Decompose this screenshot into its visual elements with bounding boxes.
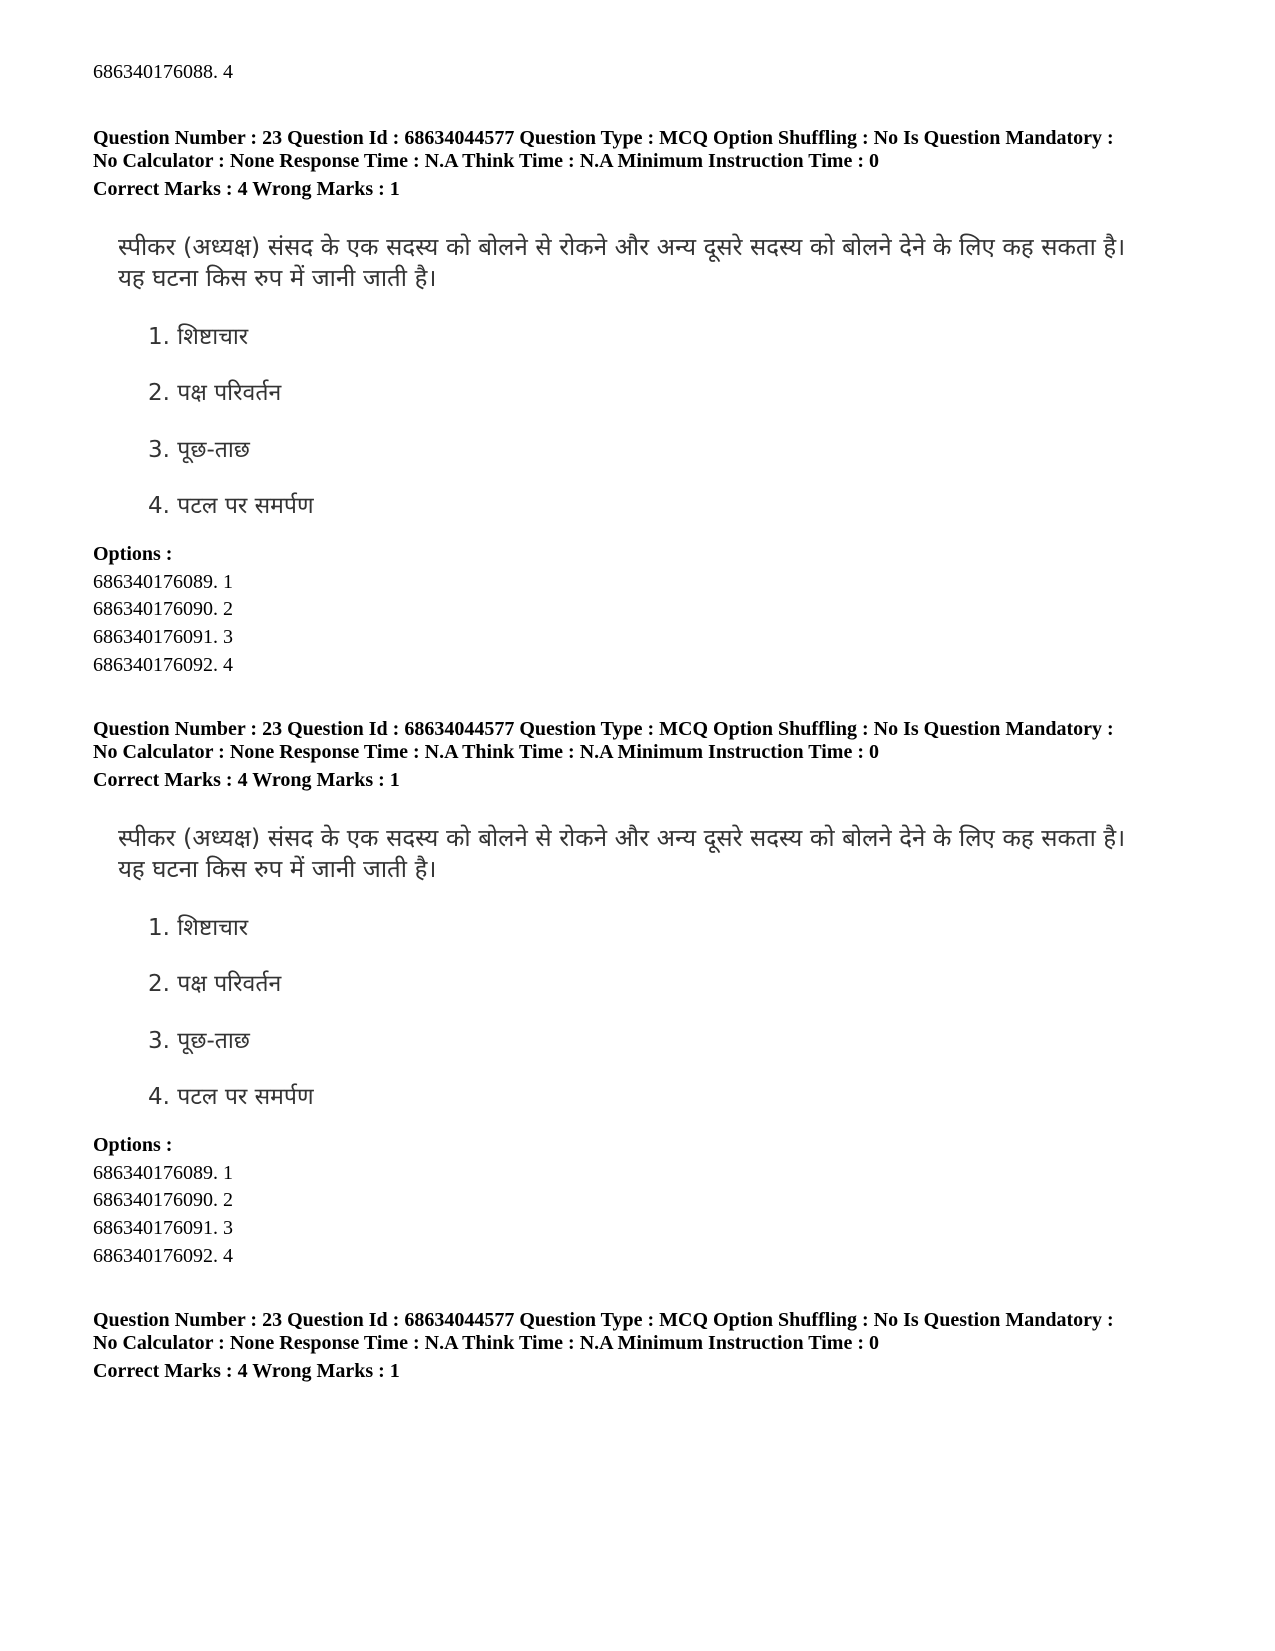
option-line: 686340176089. 1 — [93, 1162, 233, 1184]
option-line: 686340176090. 2 — [93, 1189, 233, 1211]
choice-3: 3. पूछ-ताछ — [148, 1028, 250, 1054]
question-header-line-2: No Calculator : None Response Time : N.A Think Time : N.A Minimum Instruction Time : 0 — [93, 741, 879, 763]
choice-4: 4. पटल पर समर्पण — [148, 493, 314, 519]
option-line: 686340176088. 4 — [93, 61, 233, 83]
question-header-line-2: No Calculator : None Response Time : N.A Think Time : N.A Minimum Instruction Time : 0 — [93, 1332, 879, 1354]
choice-4: 4. पटल पर समर्पण — [148, 1084, 314, 1110]
question-text-line-1: स्पीकर (अध्यक्ष) संसद के एक सदस्य को बोलने से रोकने और अन्य दूसरे सदस्य को बोलने देने के लिए कह सकता है। — [118, 824, 1126, 852]
question-image — [118, 232, 1126, 519]
option-line: 686340176091. 3 — [93, 626, 233, 648]
question-text-line-2: यह घटना किस रुप में जानी जाती है। — [118, 855, 437, 883]
question-header-line-1: Question Number : 23 Question Id : 68634044577 Question Type : MCQ Option Shuffling : No Is Question Mandatory : — [93, 127, 1114, 149]
option-line: 686340176090. 2 — [93, 598, 233, 620]
marks-line: Correct Marks : 4 Wrong Marks : 1 — [93, 1360, 400, 1382]
question-text-line-2: यह घटना किस रुप में जानी जाती है। — [118, 264, 437, 292]
question-header-line-2: No Calculator : None Response Time : N.A Think Time : N.A Minimum Instruction Time : 0 — [93, 150, 879, 172]
question-text-line-1: स्पीकर (अध्यक्ष) संसद के एक सदस्य को बोलने से रोकने और अन्य दूसरे सदस्य को बोलने देने के लिए कह सकता है। — [118, 233, 1126, 261]
choice-3: 3. पूछ-ताछ — [148, 437, 250, 463]
options-label: Options : — [93, 543, 173, 565]
question-image — [118, 823, 1126, 1110]
choice-1: 1. शिष्टाचार — [148, 324, 249, 350]
option-line: 686340176089. 1 — [93, 571, 233, 593]
options-label: Options : — [93, 1134, 173, 1156]
option-line: 686340176092. 4 — [93, 1245, 233, 1267]
question-header-line-1: Question Number : 23 Question Id : 68634044577 Question Type : MCQ Option Shuffling : No Is Question Mandatory : — [93, 718, 1114, 740]
option-line: 686340176092. 4 — [93, 654, 233, 676]
option-line: 686340176091. 3 — [93, 1217, 233, 1239]
choice-2: 2. पक्ष परिवर्तन — [148, 380, 282, 406]
marks-line: Correct Marks : 4 Wrong Marks : 1 — [93, 178, 400, 200]
choice-2: 2. पक्ष परिवर्तन — [148, 971, 282, 997]
marks-line: Correct Marks : 4 Wrong Marks : 1 — [93, 769, 400, 791]
choice-1: 1. शिष्टाचार — [148, 915, 249, 941]
question-header-line-1: Question Number : 23 Question Id : 68634044577 Question Type : MCQ Option Shuffling : No Is Question Mandatory : — [93, 1309, 1114, 1331]
